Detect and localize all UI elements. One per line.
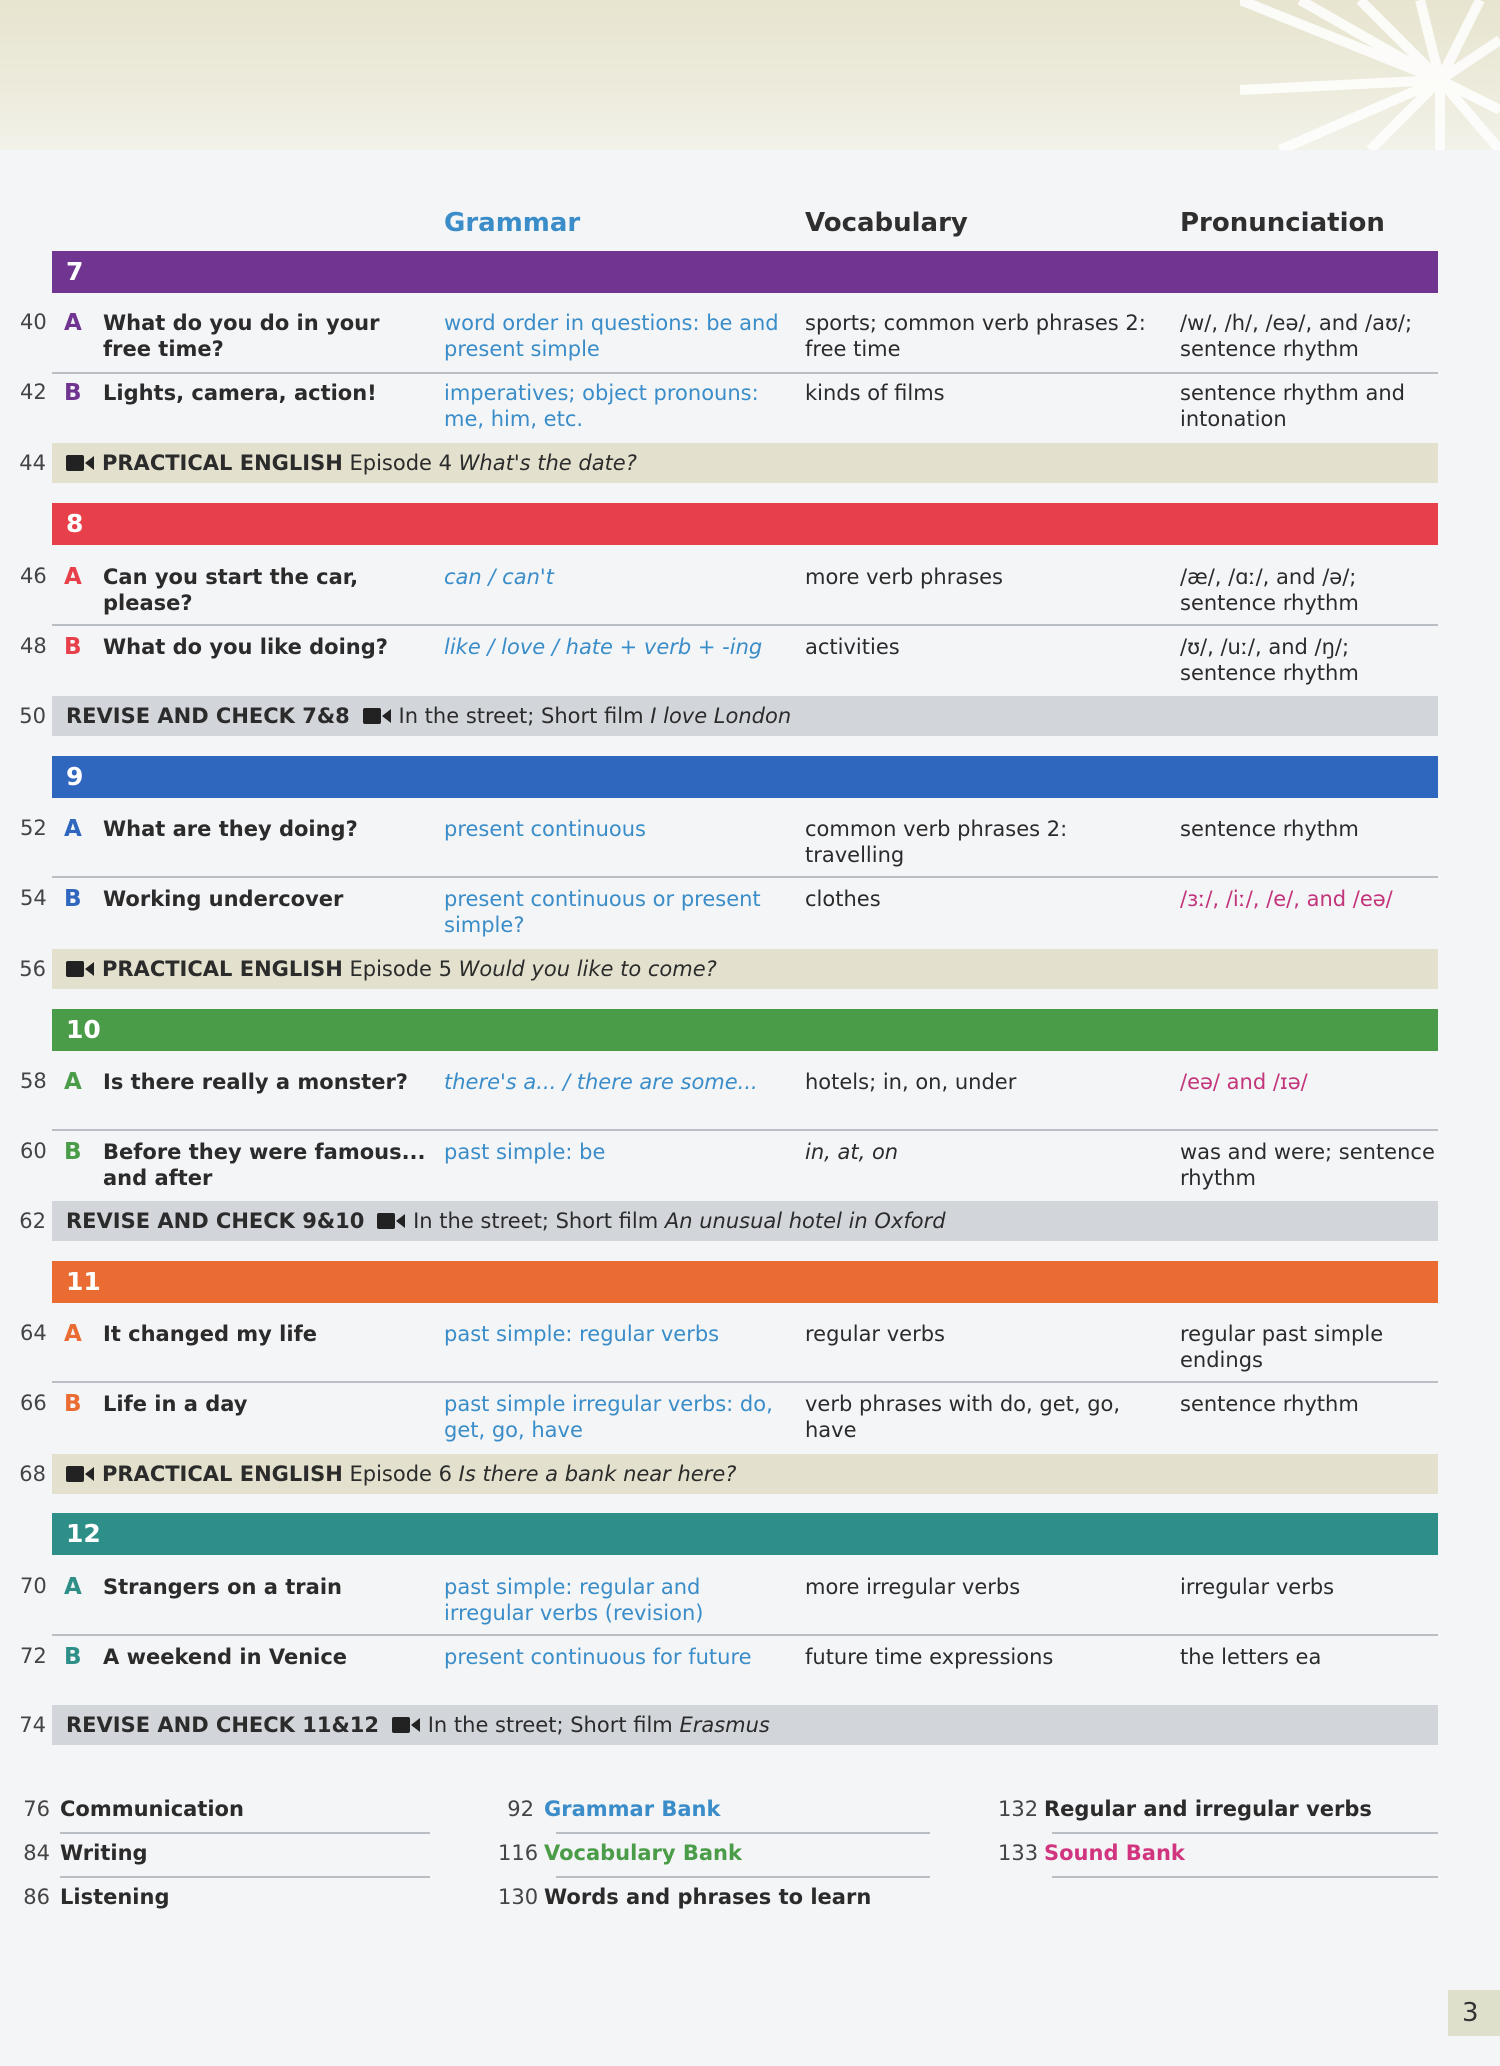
row-divider: [52, 1381, 1438, 1383]
footer-label: Words and phrases to learn: [544, 1885, 872, 1909]
page-number: 48: [20, 634, 47, 658]
lesson-title: A weekend in Venice: [103, 1645, 348, 1669]
footer-page: 92: [507, 1797, 534, 1821]
footer-link-communication[interactable]: [14, 1797, 244, 1821]
row-divider: [52, 372, 1438, 374]
footer-page: 130: [498, 1885, 539, 1909]
grammar-cell: past simple: regular verbs: [444, 1322, 720, 1346]
strip-page-number: 62: [19, 1209, 46, 1233]
pronunciation-column-header: Pronunciation: [1180, 208, 1385, 238]
footer-link-words-and-phrases[interactable]: [498, 1885, 871, 1909]
lesson-title: Can you start the car, please?: [103, 565, 359, 615]
vocabulary-cell: regular verbs: [805, 1322, 945, 1346]
lesson-letter: A: [64, 1321, 82, 1347]
pronunciation-cell: was and were; sentence rhythm: [1180, 1140, 1435, 1190]
page-number: 46: [20, 564, 47, 588]
grammar-cell: past simple: be: [444, 1140, 606, 1164]
footer-link-writing[interactable]: [14, 1841, 148, 1865]
vocabulary-cell: common verb phrases 2: travelling: [805, 817, 1068, 867]
pronunciation-cell: /ʊ/, /uː/, and /ŋ/; sentence rhythm: [1180, 635, 1359, 685]
revise-and-check-11-12[interactable]: [52, 1705, 1438, 1745]
footer-link-listening[interactable]: [14, 1885, 170, 1909]
vocabulary-cell: more irregular verbs: [805, 1575, 1021, 1599]
row-divider: [52, 624, 1438, 626]
footer-page: 84: [23, 1841, 50, 1865]
lesson-title: Strangers on a train: [103, 1575, 342, 1599]
strip-page-number: 56: [19, 957, 46, 981]
strip-page-number: 74: [19, 1713, 46, 1737]
video-camera-icon: [377, 1211, 405, 1231]
pronunciation-cell: regular past simple endings: [1180, 1322, 1384, 1372]
lesson-letter: B: [64, 1391, 82, 1417]
revise-and-check-9-10[interactable]: [52, 1201, 1438, 1241]
video-camera-icon: [66, 1464, 94, 1484]
lesson-letter: B: [64, 380, 82, 406]
lesson-letter: A: [64, 564, 82, 590]
strip-episode: Episode 4: [349, 451, 452, 475]
grammar-cell: present continuous: [444, 817, 646, 841]
strip-label: PRACTICAL ENGLISH: [102, 451, 343, 475]
footer-page: 116: [498, 1841, 539, 1865]
unit-8-bar: 8: [52, 503, 1438, 545]
vocabulary-cell: clothes: [805, 887, 881, 911]
lesson-title: Is there really a monster?: [103, 1070, 408, 1094]
grammar-cell: there's a... / there are some...: [444, 1070, 758, 1094]
strip-text: In the street; Short film: [398, 704, 644, 728]
sunburst-decoration: [1240, 0, 1500, 150]
strip-page-number: 50: [19, 704, 46, 728]
grammar-cell: like / love / hate + verb + -ing: [444, 635, 763, 659]
footer-divider: [1052, 1876, 1438, 1878]
pronunciation-cell: the letters ea: [1180, 1645, 1322, 1669]
lesson-title: Lights, camera, action!: [103, 381, 377, 405]
lesson-title: Working undercover: [103, 887, 344, 911]
row-divider: [52, 1129, 1438, 1131]
strip-title: Is there a bank near here?: [458, 1462, 737, 1486]
footer-divider: [556, 1832, 930, 1834]
page-number: 70: [20, 1574, 47, 1598]
unit-11-bar: 11: [52, 1261, 1438, 1303]
footer-label: Communication: [60, 1797, 244, 1821]
strip-label: REVISE AND CHECK 9&10: [66, 1209, 365, 1233]
row-divider: [52, 1634, 1438, 1636]
footer-page: 76: [23, 1797, 50, 1821]
pronunciation-cell: sentence rhythm and intonation: [1180, 381, 1405, 431]
footer-page: 133: [998, 1841, 1039, 1865]
lesson-letter: B: [64, 886, 82, 912]
grammar-cell: imperatives; object pronouns: me, him, etc.: [444, 381, 759, 431]
unit-10-bar: 10: [52, 1009, 1438, 1051]
footer-link-sound-bank[interactable]: [998, 1841, 1185, 1865]
footer-divider: [60, 1832, 430, 1834]
page-number-tab: 3: [1448, 1990, 1500, 2036]
lesson-letter: B: [64, 1139, 82, 1165]
page-number: 54: [20, 886, 47, 910]
lesson-title: It changed my life: [103, 1322, 317, 1346]
lesson-title: What do you like doing?: [103, 635, 388, 659]
footer-page: 132: [998, 1797, 1039, 1821]
practical-english-episode-5[interactable]: [52, 949, 1438, 989]
strip-text: In the street; Short film: [413, 1209, 659, 1233]
grammar-cell: past simple irregular verbs: do, get, go, have: [444, 1392, 773, 1442]
strip-label: REVISE AND CHECK 11&12: [66, 1713, 380, 1737]
practical-english-episode-6[interactable]: [52, 1454, 1438, 1494]
footer-link-grammar-bank[interactable]: [498, 1797, 720, 1821]
footer-label: Sound Bank: [1044, 1841, 1185, 1865]
footer-label: Grammar Bank: [544, 1797, 721, 1821]
footer-link-vocabulary-bank[interactable]: [498, 1841, 742, 1865]
strip-film: I love London: [650, 704, 792, 728]
lesson-title: What are they doing?: [103, 817, 358, 841]
grammar-column-header: Grammar: [444, 208, 581, 238]
strip-film: An unusual hotel in Oxford: [664, 1209, 946, 1233]
footer-label: Vocabulary Bank: [544, 1841, 742, 1865]
page-number: 64: [20, 1321, 47, 1345]
page-number: 58: [20, 1069, 47, 1093]
unit-7-bar: 7: [52, 251, 1438, 293]
footer-page: 86: [23, 1885, 50, 1909]
unit-9-bar: 9: [52, 756, 1438, 798]
page-number: 42: [20, 380, 47, 404]
lesson-title: Life in a day: [103, 1392, 248, 1416]
vocabulary-cell: sports; common verb phrases 2: free time: [805, 311, 1146, 361]
lesson-letter: B: [64, 1644, 82, 1670]
unit-12-bar: 12: [52, 1513, 1438, 1555]
strip-title: What's the date?: [458, 451, 637, 475]
vocabulary-cell: future time expressions: [805, 1645, 1054, 1669]
video-camera-icon: [363, 706, 391, 726]
row-divider: [52, 876, 1438, 878]
video-camera-icon: [66, 453, 94, 473]
lesson-letter: B: [64, 634, 82, 660]
page-number: 40: [20, 310, 47, 334]
grammar-cell: present continuous or present simple?: [444, 887, 761, 937]
strip-label: PRACTICAL ENGLISH: [102, 957, 343, 981]
footer-label: Writing: [60, 1841, 148, 1865]
lesson-title: What do you do in your free time?: [103, 311, 380, 361]
video-camera-icon: [66, 959, 94, 979]
page-number: 72: [20, 1644, 47, 1668]
footer-label: Listening: [60, 1885, 170, 1909]
grammar-cell: past simple: regular and irregular verbs (revision): [444, 1575, 704, 1625]
practical-english-episode-4[interactable]: [52, 443, 1438, 483]
vocabulary-cell: activities: [805, 635, 900, 659]
pronunciation-cell: /ɜː/, /iː/, /e/, and /eə/: [1180, 887, 1393, 911]
page-number: 52: [20, 816, 47, 840]
video-camera-icon: [392, 1715, 420, 1735]
strip-label: PRACTICAL ENGLISH: [102, 1462, 343, 1486]
pronunciation-cell: /æ/, /ɑː/, and /ə/; sentence rhythm: [1180, 565, 1359, 615]
strip-title: Would you like to come?: [458, 957, 717, 981]
pronunciation-cell: sentence rhythm: [1180, 1392, 1359, 1416]
strip-film: Erasmus: [679, 1713, 770, 1737]
vocabulary-column-header: Vocabulary: [805, 208, 968, 238]
footer-label: Regular and irregular verbs: [1044, 1797, 1372, 1821]
lesson-letter: A: [64, 1574, 82, 1600]
strip-page-number: 44: [19, 451, 46, 475]
pronunciation-cell: sentence rhythm: [1180, 817, 1359, 841]
vocabulary-cell: hotels; in, on, under: [805, 1070, 1017, 1094]
lesson-letter: A: [64, 816, 82, 842]
vocabulary-cell: more verb phrases: [805, 565, 1004, 589]
grammar-cell: can / can't: [444, 565, 554, 589]
lesson-title: Before they were famous... and after: [103, 1140, 426, 1190]
footer-link-regular-irregular-verbs[interactable]: [998, 1797, 1372, 1821]
grammar-cell: present continuous for future: [444, 1645, 752, 1669]
page-number: 60: [20, 1139, 47, 1163]
strip-episode: Episode 5: [349, 957, 452, 981]
footer-divider: [556, 1876, 930, 1878]
vocabulary-cell: verb phrases with do, get, go, have: [805, 1392, 1121, 1442]
footer-divider: [60, 1876, 430, 1878]
pronunciation-cell: irregular verbs: [1180, 1575, 1335, 1599]
pronunciation-cell: /eə/ and /ɪə/: [1180, 1070, 1308, 1094]
strip-episode: Episode 6: [349, 1462, 452, 1486]
strip-text: In the street; Short film: [427, 1713, 673, 1737]
lesson-letter: A: [64, 310, 82, 336]
footer-divider: [1052, 1832, 1438, 1834]
grammar-cell: word order in questions: be and present simple: [444, 311, 779, 361]
vocabulary-cell: kinds of films: [805, 381, 945, 405]
revise-and-check-7-8[interactable]: [52, 696, 1438, 736]
lesson-letter: A: [64, 1069, 82, 1095]
pronunciation-cell: /w/, /h/, /eə/, and /aʊ/; sentence rhythm: [1180, 311, 1413, 361]
page-number: 66: [20, 1391, 47, 1415]
strip-label: REVISE AND CHECK 7&8: [66, 704, 350, 728]
strip-page-number: 68: [19, 1462, 46, 1486]
vocabulary-cell: in, at, on: [805, 1140, 899, 1164]
